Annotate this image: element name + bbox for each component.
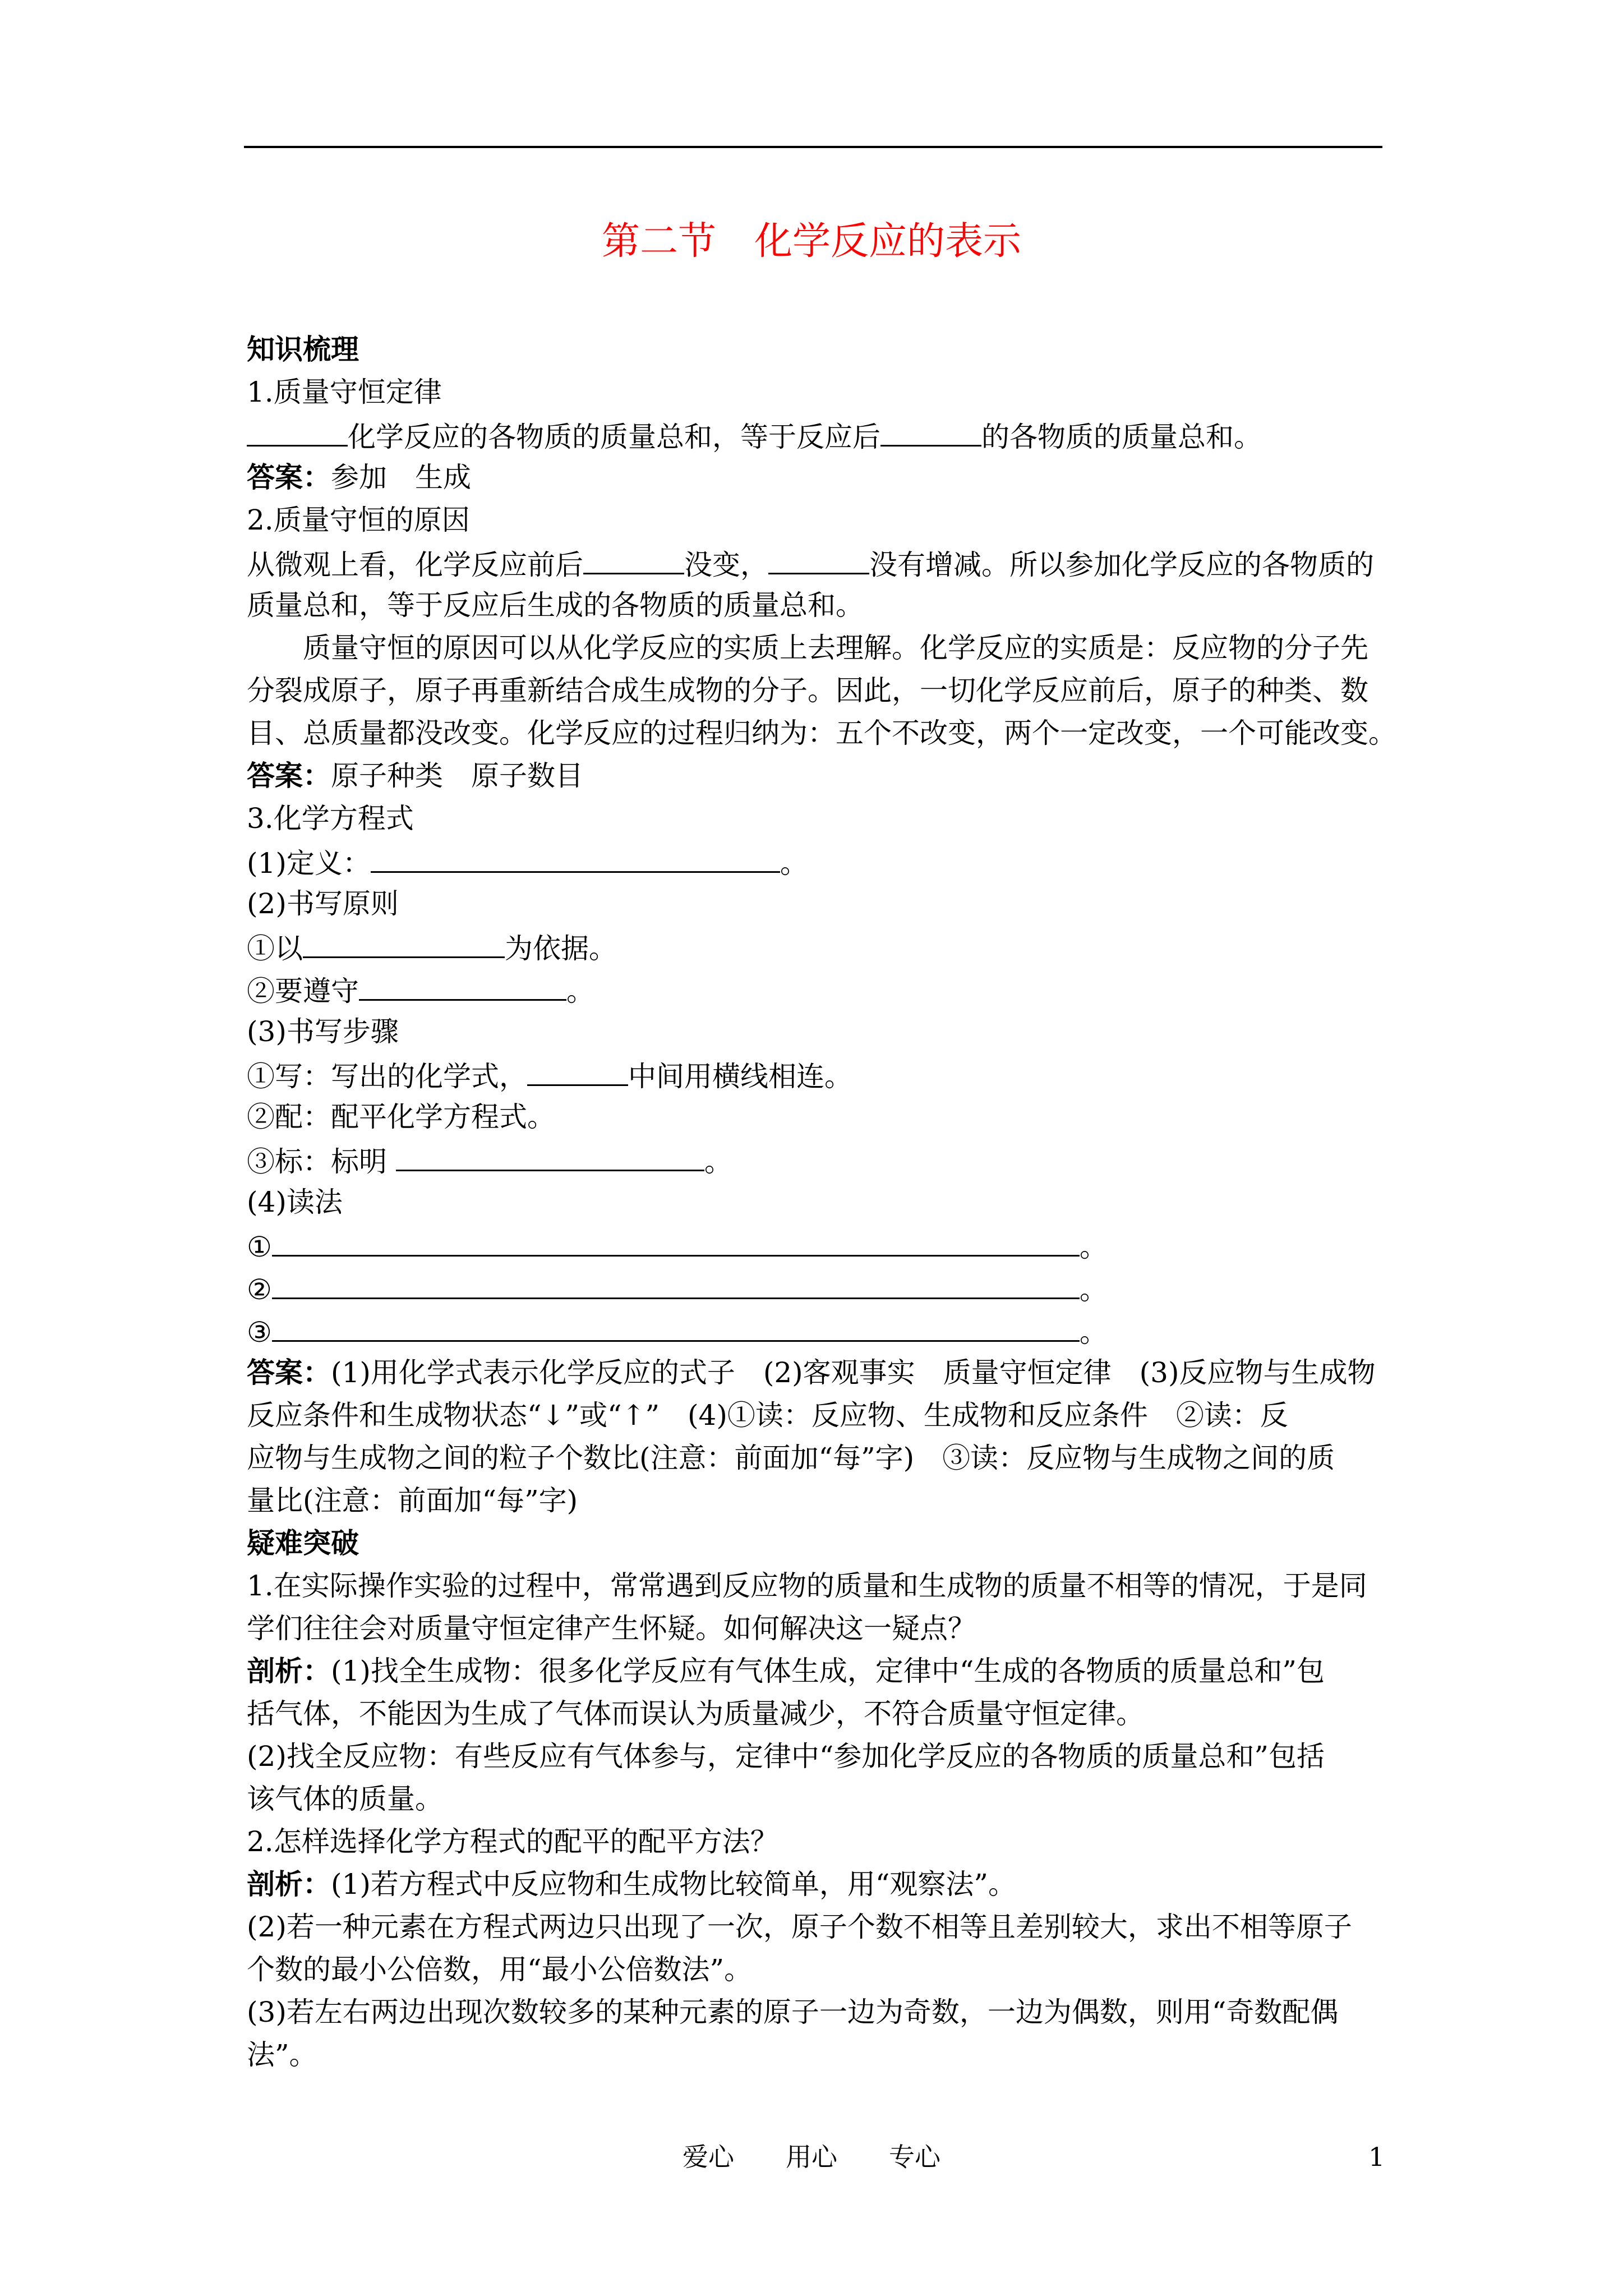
text: ③标：标明 xyxy=(247,1145,396,1178)
s3-steps: (3)书写步骤 xyxy=(247,1015,399,1048)
s2-line-2: 质量总和，等于反应后生成的各物质的质量总和。 xyxy=(247,589,864,622)
s1-heading: 1.质量守恒定律 xyxy=(247,376,442,408)
s3-principle: (2)书写原则 xyxy=(247,887,399,920)
q1-analysis-1 xyxy=(247,1650,1325,1692)
answer-label: 答案： xyxy=(247,759,331,792)
s3-answer-2: 反应条件和生成物状态“↓”或“↑” (4)①读：反应物、生成物和反应条件 ②读：反 xyxy=(247,1399,1288,1432)
s3-answer-1 xyxy=(247,1351,1375,1394)
s3-step-3 xyxy=(247,1138,732,1181)
blank xyxy=(272,1309,1080,1342)
s2-paragraph-1: 质量守恒的原因可以从化学反应的实质上去理解。化学反应的实质是：反应物的分子先 xyxy=(303,632,1368,664)
text: 。 xyxy=(780,847,808,880)
s2-paragraph-2: 分裂成原子，原子再重新结合成生成物的分子。因此，一切化学反应前后，原子的种类、数 xyxy=(247,674,1368,707)
s3-read: (4)读法 xyxy=(247,1186,343,1218)
page-title: 第二节 化学反应的表示 xyxy=(601,219,1021,264)
text: 的各物质的质量总和。 xyxy=(981,421,1262,453)
s2-line-1 xyxy=(247,541,1374,584)
section-heading-knowledge: 知识梳理 xyxy=(247,333,359,366)
text: 中间用横线相连。 xyxy=(628,1060,852,1093)
s3-answer-4: 量比(注意：前面加“每”字) xyxy=(247,1484,578,1517)
analysis-label: 剖析： xyxy=(247,1867,331,1901)
s3-read-3 xyxy=(247,1309,1108,1351)
text: 。 xyxy=(1079,1316,1108,1349)
blank xyxy=(371,840,780,873)
blank xyxy=(359,968,566,1001)
s3-principle-2 xyxy=(247,968,594,1010)
footer-text: 爱心 用心 专心 xyxy=(683,2142,940,2172)
blank xyxy=(247,413,348,447)
text: ① xyxy=(247,1231,272,1263)
s3-step-1 xyxy=(247,1053,852,1096)
q2-analysis-4: (3)若左右两边出现次数较多的某种元素的原子一边为奇数，一边为偶数，则用“奇数配偶 xyxy=(247,1996,1339,2028)
text: ③ xyxy=(247,1316,272,1349)
s1-line xyxy=(247,413,1262,456)
s2-paragraph-3: 目、总质量都没改变。化学反应的过程归纳为：五个不改变，两个一定改变，一个可能改变。 xyxy=(247,717,1396,749)
answer-text: 参加 生成 xyxy=(331,461,471,494)
text: ①以 xyxy=(247,932,303,965)
answer-text: 原子种类 原子数目 xyxy=(331,760,583,792)
text: ①写：写出的化学式， xyxy=(247,1060,527,1093)
text: 。 xyxy=(1079,1273,1108,1306)
s3-heading: 3.化学方程式 xyxy=(247,802,414,835)
s3-step-2: ②配：配平化学方程式。 xyxy=(247,1101,555,1133)
text: 化学反应的各物质的质量总和，等于反应后 xyxy=(348,421,880,453)
s3-read-2 xyxy=(247,1266,1108,1309)
q1-line-2: 学们往往会对质量守恒定律产生怀疑。如何解决这一疑点？ xyxy=(247,1612,976,1645)
q1-line-1: 1.在实际操作实验的过程中，常常遇到反应物的质量和生成物的质量不相等的情况，于是同 xyxy=(247,1570,1367,1602)
q2-line-1: 2.怎样选择化学方程式的配平的配平方法？ xyxy=(247,1825,778,1858)
s1-answer xyxy=(247,456,471,499)
text: 。 xyxy=(1079,1231,1108,1263)
answer-text: (1)用化学式表示化学反应的式子 (2)客观事实 质量守恒定律 (3)反应物与生成物 xyxy=(331,1356,1376,1389)
blank xyxy=(583,541,684,574)
text: 从微观上看，化学反应前后 xyxy=(247,549,583,581)
text: 。 xyxy=(566,975,594,1007)
q2-analysis-2: (2)若一种元素在方程式两边只出现了一次，原子个数不相等且差别较大，求出不相等原子 xyxy=(247,1911,1352,1943)
text: 没有增减。所以参加化学反应的各物质的 xyxy=(869,549,1374,581)
q1-analysis-3: (2)找全反应物：有些反应有气体参与，定律中“参加化学反应的各物质的质量总和”包括 xyxy=(247,1740,1325,1773)
q1-analysis-4: 该气体的质量。 xyxy=(247,1783,443,1815)
header-rule xyxy=(244,146,1382,148)
s3-definition xyxy=(247,840,808,882)
q1-analysis-2: 括气体，不能因为生成了气体而误认为质量减少，不符合质量守恒定律。 xyxy=(247,1697,1144,1730)
blank xyxy=(768,541,869,574)
q2-analysis-5: 法”。 xyxy=(247,2039,317,2071)
page-number: 1 xyxy=(1368,2142,1385,2172)
text: ② xyxy=(247,1273,272,1306)
blank xyxy=(303,925,505,958)
s3-read-1 xyxy=(247,1223,1108,1266)
section-heading-difficulty: 疑难突破 xyxy=(247,1526,359,1559)
blank xyxy=(272,1223,1080,1257)
text: (1)定义： xyxy=(247,847,371,880)
answer-label: 答案： xyxy=(247,1356,331,1389)
blank xyxy=(272,1266,1080,1299)
blank xyxy=(880,413,981,447)
s2-heading: 2.质量守恒的原因 xyxy=(247,504,470,536)
analysis-text: (1)若方程式中反应物和生成物比较简单，用“观察法”。 xyxy=(331,1868,1016,1901)
s3-answer-3: 应物与生成物之间的粒子个数比(注意：前面加“每”字) ③读：反应物与生成物之间的质 xyxy=(247,1442,1335,1474)
blank xyxy=(396,1138,704,1171)
text: 没变， xyxy=(684,549,768,581)
q2-analysis-3: 个数的最小公倍数，用“最小公倍数法”。 xyxy=(247,1953,753,1986)
text: 。 xyxy=(704,1145,732,1178)
analysis-label: 剖析： xyxy=(247,1654,331,1687)
s2-answer xyxy=(247,754,583,797)
analysis-text: (1)找全生成物：很多化学反应有气体生成，定律中“生成的各物质的质量总和”包 xyxy=(331,1655,1325,1687)
q2-analysis-1 xyxy=(247,1863,1016,1906)
s3-principle-1 xyxy=(247,925,617,968)
blank xyxy=(527,1053,628,1086)
answer-label: 答案： xyxy=(247,461,331,494)
text: ②要遵守 xyxy=(247,975,359,1007)
text: 为依据。 xyxy=(505,932,617,965)
